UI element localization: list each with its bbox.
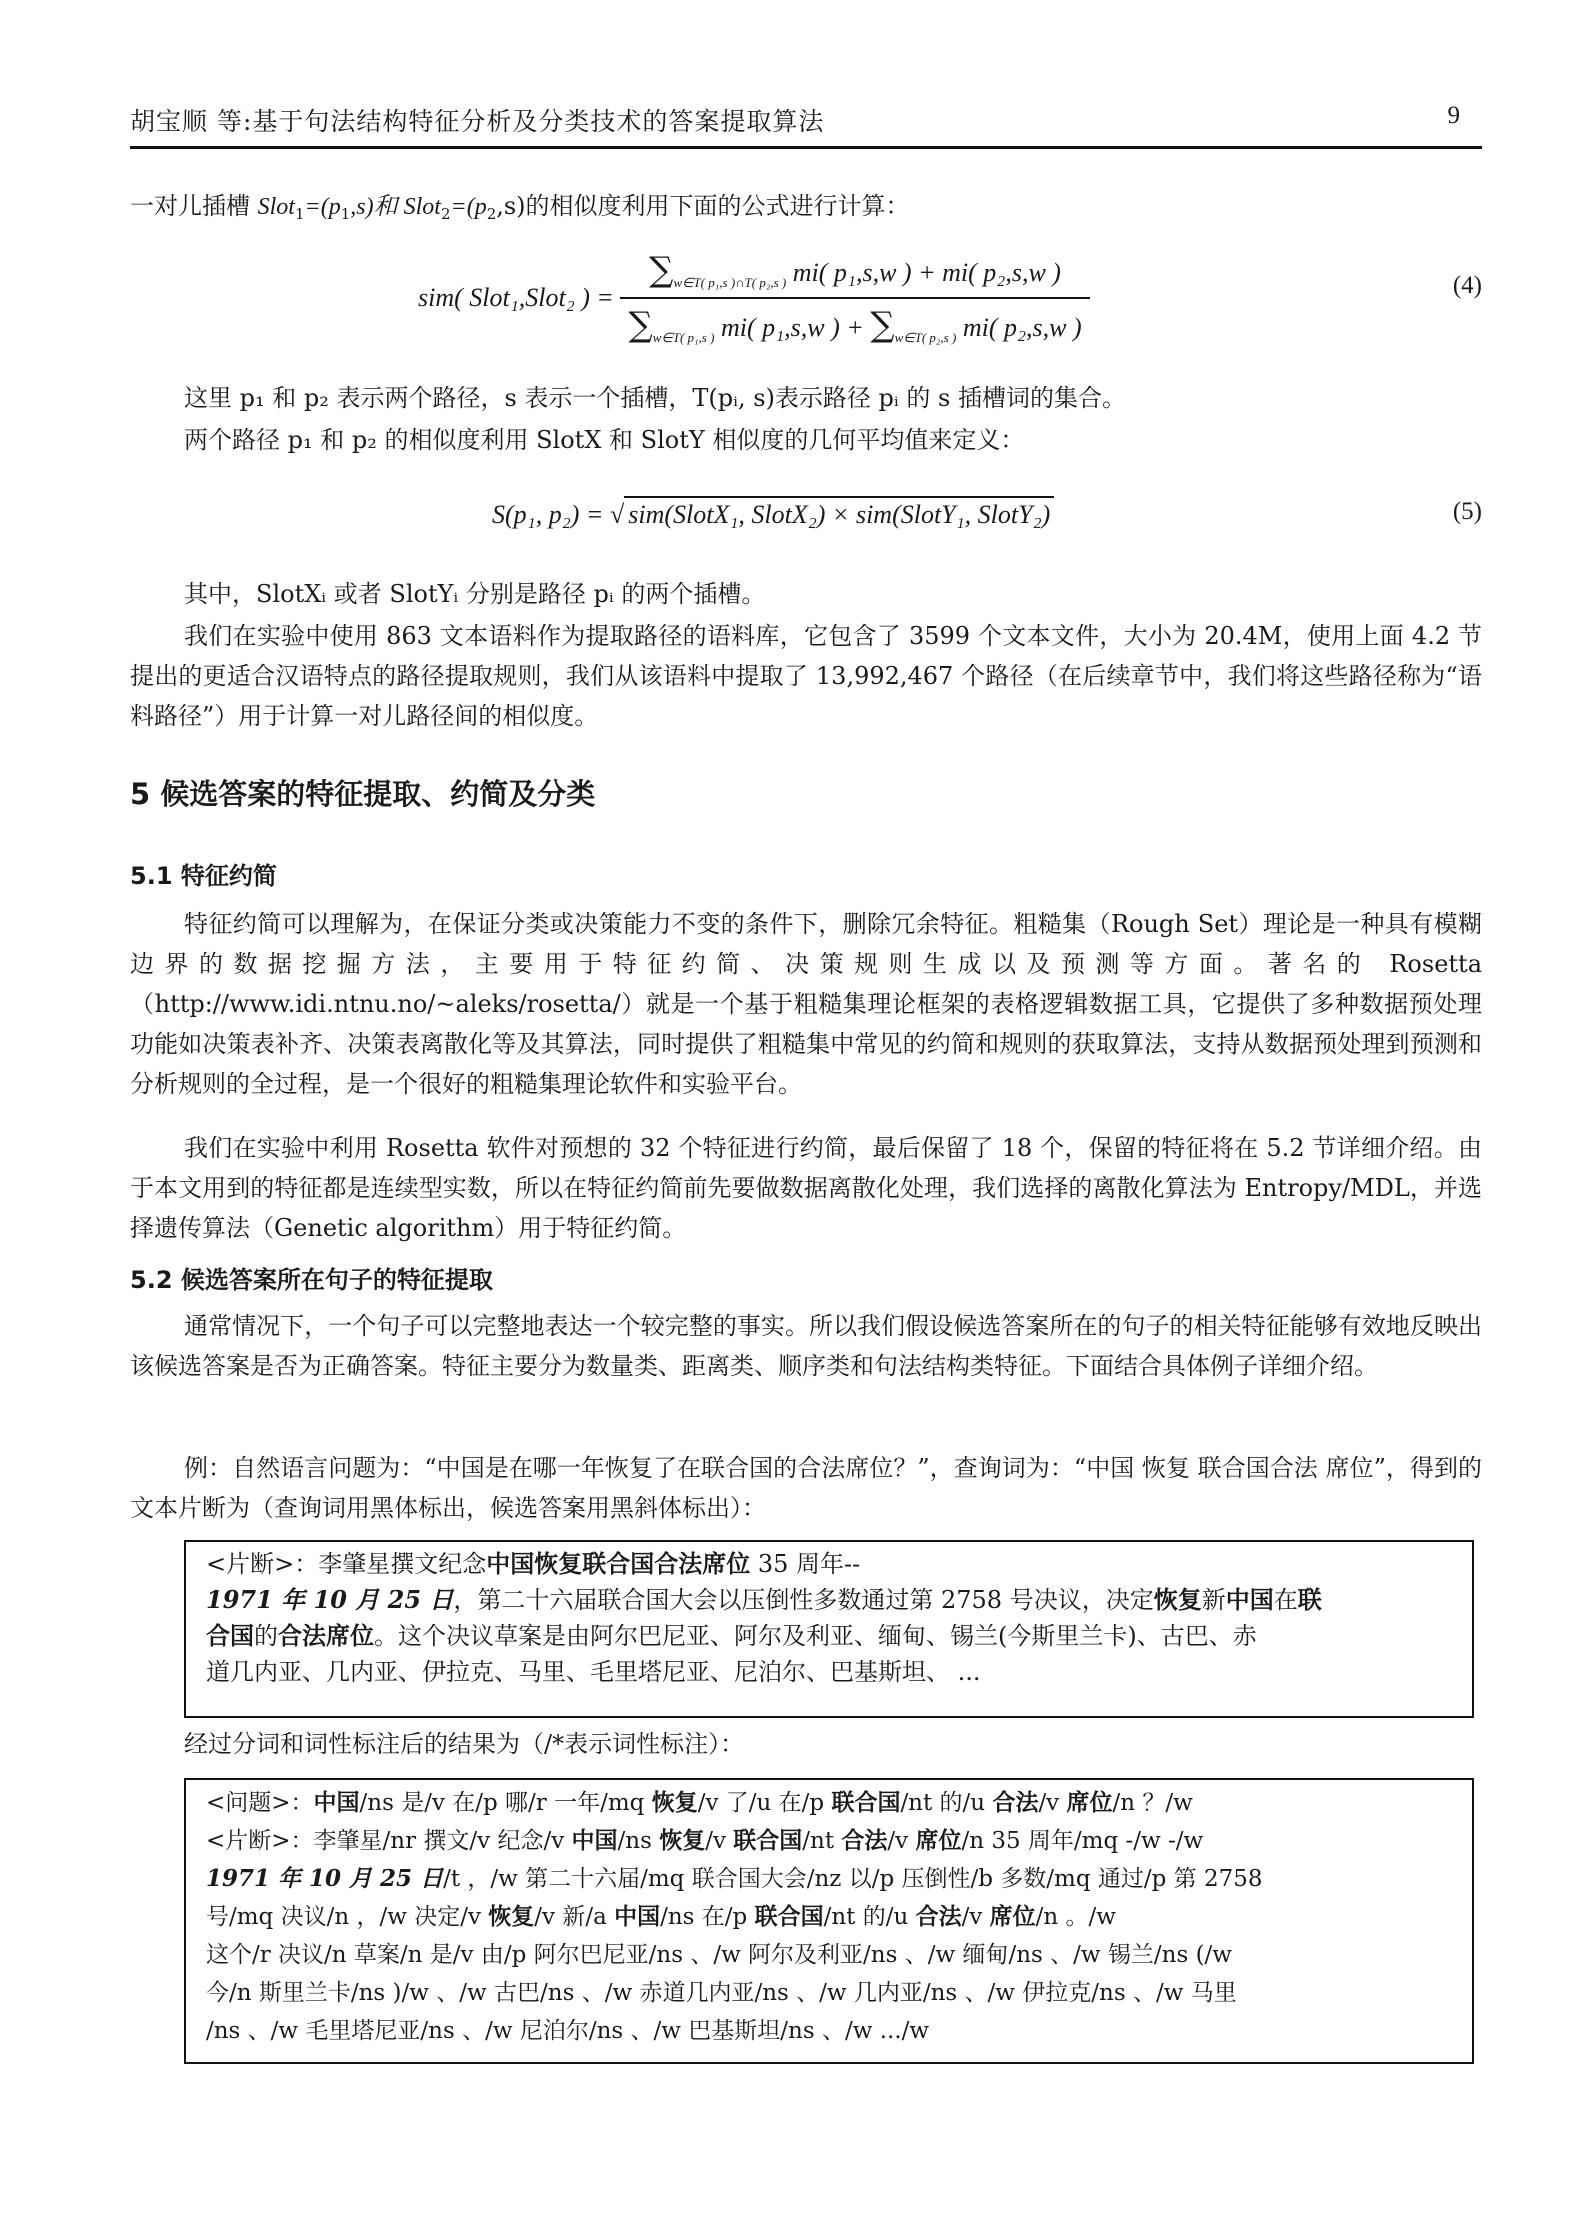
para-5-2-b: 例：自然语言问题为：“中国是在哪一年恢复了在联合国的合法席位？”，查询词为：“中国 恢复 联合国合法 席位”，得到的文本片断为（查询词用黑体标出，候选答案用黑斜体标出）： [130, 1454, 1482, 1522]
tagged-line-4 [206, 1898, 1452, 1936]
tagged-text: /t ，/w 第二十六届/mq 联合国大会/nz 以/p 压倒性/b 多数/mq 通过/p 第 2758 [443, 1866, 1263, 1892]
subsection-5-2-title: 5.2 候选答案所在句子的特征提取 [130, 1266, 493, 1294]
query-term: 联合国 [831, 1789, 901, 1816]
header-rule [130, 146, 1482, 149]
eq4-num-body: mi( p₁,s,w ) + mi( p₂,s,w ) [792, 258, 1061, 287]
equation-5-number: (5) [1452, 498, 1482, 525]
p1-sub: 1 [340, 205, 351, 223]
tagged-text: /v [961, 1904, 990, 1930]
equation-5 [492, 496, 1054, 530]
tagged-line-6: 今/n 斯里兰卡/ns )/w 、/w 古巴/ns 、/w 赤道几内亚/ns 、/w 几内亚/ns 、/w 伊拉克/ns 、/w 马里 [206, 1980, 1237, 2006]
frag-text: 35 周年-- [750, 1550, 861, 1578]
intro-tail: ,s)的相似度利用下面的公式进行计算： [496, 192, 910, 220]
intro-mid2: ,s)和 [350, 194, 404, 220]
tagged-text: /nt 的/u [823, 1904, 916, 1930]
frag-text: ，第二十六届联合国大会以压倒性多数通过第 2758 号决议，决定 [453, 1586, 1154, 1614]
eq4-den-limit2: w∈T( p₂,s ) [894, 330, 957, 345]
eq5-lhs: S(p₁, p₂) = [492, 500, 604, 529]
slot2-sub: 2 [440, 205, 451, 223]
tagged-text: /v [887, 1828, 916, 1854]
fragment-line-3 [206, 1618, 1452, 1654]
query-term: 恢复 [651, 1789, 698, 1816]
query-term: 中国 [1225, 1585, 1274, 1614]
sum-symbol: ∑ [628, 305, 653, 345]
intro-pre: 一对儿插槽 [130, 192, 258, 220]
query-term: 恢复 [659, 1827, 706, 1854]
tagged-text: 号/mq 决议/n ，/w 决定/v [206, 1904, 489, 1930]
eq4-fraction [620, 250, 1089, 346]
eq4-den-term1: mi( p₁,s,w ) + [720, 313, 864, 342]
para-5-2-a: 通常情况下，一个句子可以完整地表达一个较完整的事实。所以我们假设候选答案所在的句子的相关特征能够有效地反映出该候选答案是否为正确答案。特征主要分为数量类、距离类、顺序类和句法结构类特征。下面结合具体例子详细介绍。 [130, 1312, 1482, 1380]
tagged-text: /v [1038, 1790, 1067, 1816]
intro-mid1: =(p [304, 194, 341, 220]
tagged-text: /nt [802, 1828, 842, 1854]
header-title: 胡宝顺 等:基于句法结构特征分析及分类技术的答案提取算法 [130, 107, 825, 136]
eq4-lhs: sim( Slot₁,Slot₂ ) = [418, 283, 614, 312]
tagged-text: /v 了/u 在/p [697, 1790, 832, 1816]
para-5-1-a: 特征约简可以理解为，在保证分类或决策能力不变的条件下，删除冗余特征。粗糙集（Rough Set）理论是一种具有模糊边界的数据挖掘方法，主要用于特征约简、决策规则生成以及预测等方面。著名的 Rosetta（http://www.idi.ntnu.no/~aleks/rosetta/）就是一个基于粗糙集理论框架的表格逻辑数据工具，它提供了多种数据预处理功能如决策表补齐、决策表离散化等及其算法，同时提供了粗糙集中常见的约简和规则的获取算法，支持从数据预处理到预测和分析规则的全过程，是一个很好的粗糙集理论软件和实验平台。 [130, 910, 1482, 1098]
tagged-line-1 [206, 1784, 1452, 1822]
section-5-title: 5 候选答案的特征提取、约简及分类 [130, 777, 596, 811]
query-term: 恢复 [488, 1903, 535, 1930]
equation-4-number: (4) [1452, 272, 1482, 299]
slot2: Slot [403, 194, 441, 220]
pos-tagged-box [184, 1778, 1474, 2064]
para-where: 其中，SlotXᵢ 或者 SlotYᵢ 分别是路径 pᵢ 的两个插槽。 [184, 580, 766, 608]
frag-text: <片断>：李肇星撰文纪念 [206, 1550, 487, 1578]
intro-line [130, 186, 1482, 234]
equation-4 [418, 250, 1090, 346]
slot1: Slot [257, 194, 295, 220]
tagged-text: /n ？/w [1112, 1790, 1193, 1816]
query-term: 中国 [614, 1903, 661, 1930]
tagged-line-3 [206, 1860, 1452, 1898]
para-5-1-b: 我们在实验中利用 Rosetta 软件对预想的 32 个特征进行约简，最后保留了 18 个，保留的特征将在 5.2 节详细介绍。由于本文用到的特征都是连续型实数，所以在特征约简前先要做数据离散化处理，我们选择的离散化算法为 Entropy/MDL，并选择遗传算法（Genetic algorithm）用于特征约简。 [130, 1134, 1482, 1242]
query-term: 席位 [1066, 1789, 1113, 1816]
eq4-denominator [620, 299, 1089, 346]
query-term: 中国恢复联合国合法席位 [486, 1549, 751, 1578]
tagged-text: <片断>：李肇星/nr 撰文/v 纪念/v [206, 1828, 572, 1854]
query-term: 中国 [571, 1827, 618, 1854]
eq4-den-term2: mi( p₂,s,w ) [962, 313, 1082, 342]
query-term: 联合国 [733, 1827, 803, 1854]
query-term: 联 [1297, 1585, 1322, 1614]
sum-symbol: ∑ [870, 305, 895, 345]
sum-symbol: ∑ [649, 250, 674, 290]
tagged-text: <问题>： [206, 1790, 314, 1816]
sqrt-symbol: √ [609, 500, 625, 529]
query-term: 恢复 [1153, 1585, 1202, 1614]
query-term: 合法席位 [278, 1621, 374, 1650]
intro-mid3: =(p [450, 194, 487, 220]
query-term: 合法 [992, 1789, 1039, 1816]
slot1-sub: 1 [294, 205, 305, 223]
subsection-5-1-title: 5.1 特征约简 [130, 862, 277, 890]
fragment-line-4: 道几内亚、几内亚、伊拉克、马里、毛里塔尼亚、尼泊尔、巴基斯坦、 ... [206, 1658, 981, 1686]
query-term: 席位 [915, 1827, 962, 1854]
tagged-line-7: /ns 、/w 毛里塔尼亚/ns 、/w 尼泊尔/ns 、/w 巴基斯坦/ns 、/w .../w [206, 2018, 930, 2044]
eq4-den-limit1: w∈T( p₁,s ) [652, 330, 715, 345]
para-path-sim: 两个路径 p₁ 和 p₂ 的相似度利用 SlotX 和 SlotY 相似度的几何平均值来定义： [184, 426, 1025, 454]
query-term: 合法 [841, 1827, 888, 1854]
tagged-text: /v [705, 1828, 734, 1854]
eq4-num-limit: w∈T( p₁,s )∩T( p₂,s ) [673, 275, 787, 290]
page-number: 9 [1447, 102, 1460, 129]
para-corpus: 我们在实验中使用 863 文本语料作为提取路径的语料库，它包含了 3599 个文本文件，大小为 20.4M，使用上面 4.2 节提出的更适合汉语特点的路径提取规则，我们从该语料中提取了 13,992,467 个路径（在后续章节中，我们将这些路径称为“语料路径”）用于计算一对儿路径间的相似度。 [130, 622, 1482, 730]
fragment-line-2 [206, 1582, 1452, 1618]
running-header [130, 102, 1482, 142]
eq5-radicand: sim(SlotX₁, SlotX₂) × sim(SlotY₁, SlotY₂) [624, 496, 1054, 530]
tagged-text: /v 新/a [534, 1904, 615, 1930]
frag-text: 在 [1273, 1586, 1298, 1614]
tagged-text: /n 35 周年/mq -/w -/w [961, 1828, 1204, 1854]
candidate-answer: 1971 年 10 月 25 日 [206, 1585, 454, 1614]
query-term: 合国 [206, 1621, 254, 1650]
frag-text: 的 [254, 1622, 278, 1650]
tagged-text: /nt 的/u [900, 1790, 993, 1816]
query-term: 联合国 [754, 1903, 824, 1930]
query-term: 席位 [989, 1903, 1036, 1930]
p2-sub: 2 [486, 205, 497, 223]
tagged-text: /ns [617, 1828, 660, 1854]
frag-text: 新 [1201, 1586, 1226, 1614]
query-term: 中国 [313, 1789, 360, 1816]
para-after-eq4: 这里 p₁ 和 p₂ 表示两个路径，s 表示一个插槽，T(pᵢ, s)表示路径 pᵢ 的 s 插槽词的集合。 [184, 384, 1126, 412]
frag-text: 。这个决议草案是由阿尔巴尼亚、阿尔及利亚、缅甸、锡兰(今斯里兰卡)、古巴、赤 [374, 1622, 1257, 1650]
para-segmentation: 经过分词和词性标注后的结果为（/*表示词性标注）： [184, 1730, 745, 1758]
candidate-answer: 1971 年 10 月 25 日 [206, 1865, 444, 1892]
tagged-text: /ns 是/v 在/p 哪/r 一年/mq [359, 1790, 652, 1816]
tagged-line-2 [206, 1822, 1452, 1860]
tagged-text: /ns 在/p [660, 1904, 755, 1930]
fragment-box [184, 1540, 1474, 1718]
tagged-text: /n 。/w [1035, 1904, 1116, 1930]
fragment-line-1 [206, 1546, 1452, 1582]
query-term: 合法 [915, 1903, 962, 1930]
eq4-numerator [620, 250, 1089, 299]
tagged-line-5: 这个/r 决议/n 草案/n 是/v 由/p 阿尔巴尼亚/ns 、/w 阿尔及利亚/ns 、/w 缅甸/ns 、/w 锡兰/ns (/w [206, 1942, 1232, 1968]
